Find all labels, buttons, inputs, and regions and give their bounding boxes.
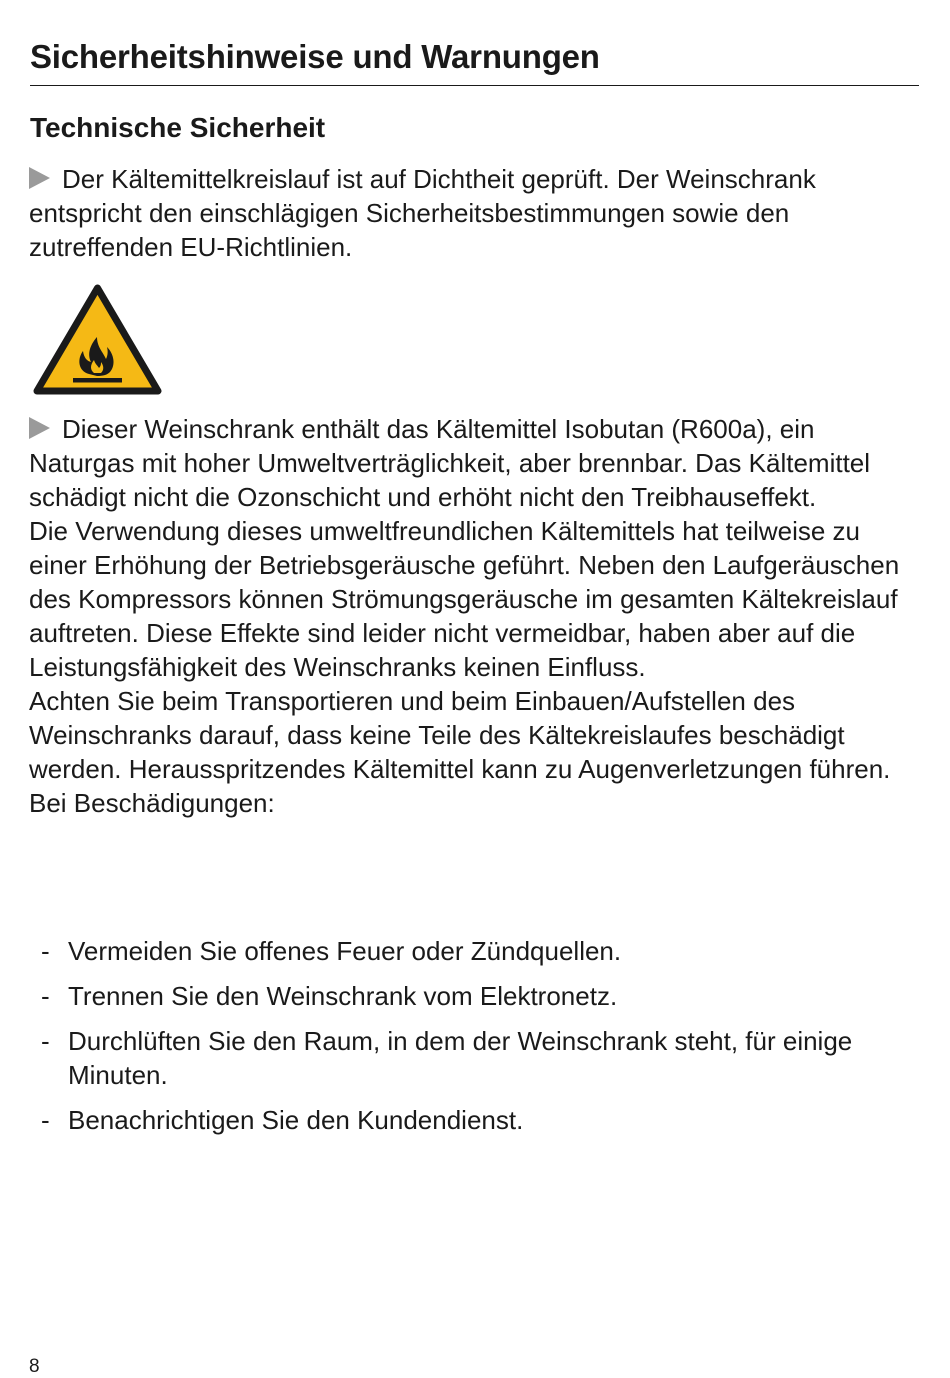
dash-marker: -	[41, 1026, 50, 1056]
title-divider	[30, 85, 919, 86]
list-item: - Benachrichtigen Sie den Kundendienst.	[41, 1105, 524, 1135]
arrow-bullet-icon	[29, 417, 50, 439]
paragraph-line: Die Verwendung dieses umweltfreundlichen Kältemittels hat teilweise zu einer Erhöhung der Betriebsgeräusche geführt. Neben den Laufgeräuschen des Kompressors können Strömungsgeräusche im gesamten Kältekreislauf auftreten. Diese Effekte sind leider nicht vermeidbar, haben aber auf die Leistungsfähigkeit des Weinschranks keinen Einfluss.	[29, 516, 900, 682]
paragraph-line: Achten Sie beim Transportieren und beim Einbauen/Aufstellen des Weinschranks darauf, dass keine Teile des Kältekreislaufes beschädigt werden. Herausspritzendes Kältemittel kann zu Augenverletzungen führen.	[29, 686, 891, 784]
paragraph-refrigerant	[29, 412, 924, 820]
arrow-bullet-icon	[29, 167, 50, 189]
flammable-warning-icon	[31, 282, 164, 397]
list-item: - Trennen Sie den Weinschrank vom Elektronetz.	[41, 981, 618, 1011]
dash-marker: -	[41, 1105, 50, 1135]
dash-marker: -	[41, 936, 50, 966]
list-item: - Vermeiden Sie offenes Feuer oder Zündquellen.	[41, 936, 622, 966]
paragraph-line: Dieser Weinschrank enthält das Kältemittel Isobutan (R600a), ein Naturgas mit hoher Umweltverträglichkeit, aber brennbar. Das Kältemittel schädigt nicht die Ozonschicht und erhöht nicht den Treibhauseffekt.	[29, 414, 871, 512]
dash-marker: -	[41, 981, 50, 1011]
paragraph-line: Bei Beschädigungen:	[29, 788, 275, 818]
section-title: Technische Sicherheit	[30, 112, 326, 143]
paragraph-text: Der Kältemittelkreislauf ist auf Dichtheit geprüft. Der Weinschrank entspricht den einschlägigen Sicherheitsbestimmungen sowie den zutreffenden EU-Richtlinien.	[29, 164, 816, 262]
damage-instructions-list	[41, 934, 923, 1148]
page-number: 8	[29, 1356, 40, 1377]
page-title: Sicherheitshinweise und Warnungen	[30, 38, 600, 75]
list-item: - Durchlüften Sie den Raum, in dem der Weinschrank steht, für einige Minuten.	[41, 1026, 853, 1090]
paragraph-leak-test	[29, 162, 924, 264]
